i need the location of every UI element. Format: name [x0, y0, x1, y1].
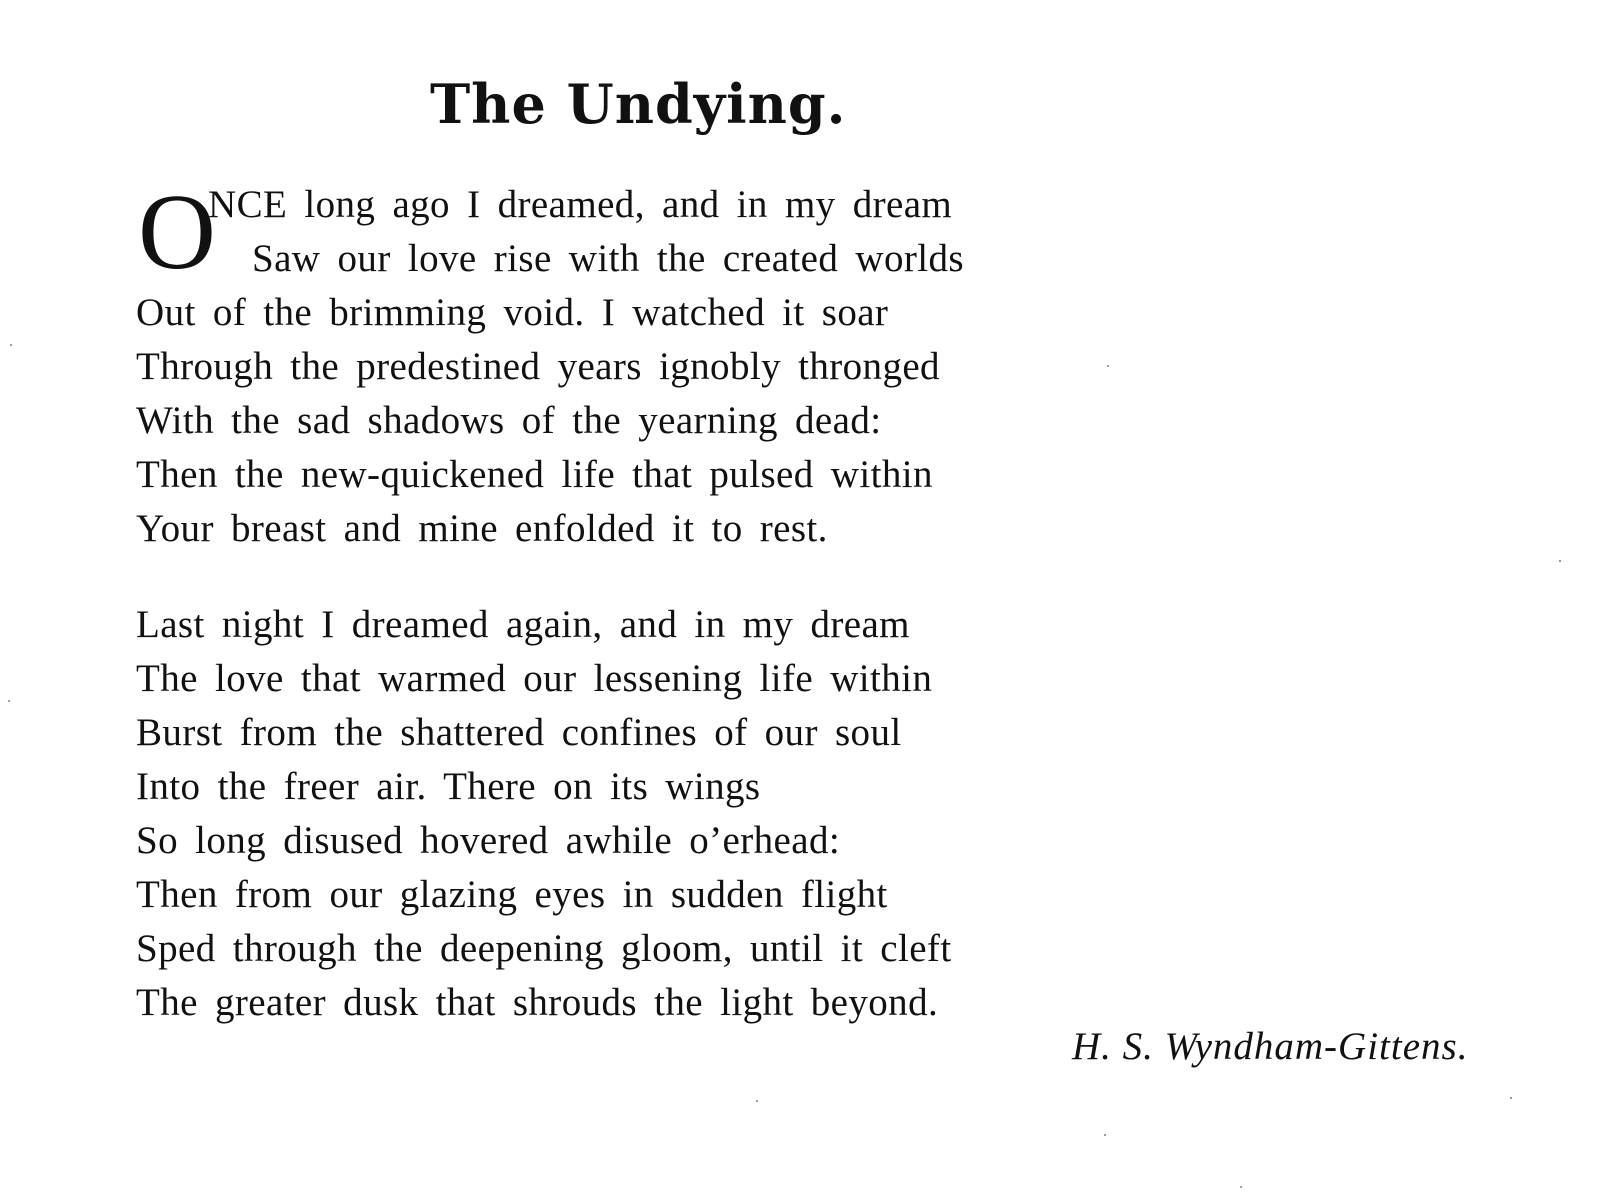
paper-speck [756, 1100, 758, 1102]
poem-line: Last night I dreamed again, and in my dream [136, 603, 910, 646]
poem-line: Out of the brimming void. I watched it soar [136, 291, 889, 334]
first-word-rest: NCE [208, 183, 288, 226]
poem-line: Through the predestined years ignobly thronged [136, 345, 940, 388]
stanza-1 [136, 173, 1136, 556]
paper-speck [10, 344, 12, 346]
poem-line: Then the new-quickened life that pulsed within [136, 453, 933, 496]
first-line-rest: long ago I dreamed, and in my dream [304, 183, 953, 226]
poem-line: The love that warmed our lessening life within [136, 657, 933, 700]
poem-line: So long disused hovered awhile o’erhead: [136, 819, 841, 862]
paper-speck [1104, 1134, 1106, 1136]
author-signature: H. S. Wyndham-Gittens. [1072, 1025, 1469, 1068]
poem-line: The greater dusk that shrouds the light beyond. [136, 981, 939, 1024]
poem-line: With the sad shadows of the yearning dead: [136, 399, 882, 442]
paper-speck [1107, 365, 1109, 367]
poem-line: Saw our love rise with the created worlds [252, 237, 964, 280]
poem-line: Your breast and mine enfolded it to rest. [136, 507, 828, 550]
poem-line: Then from our glazing eyes in sudden flight [136, 873, 888, 916]
paper-speck [1510, 1097, 1512, 1099]
poem-line: Sped through the deepening gloom, until it cleft [136, 927, 952, 970]
poem-line: Into the freer air. There on its wings [136, 765, 761, 808]
poem-title: The Undying. [430, 72, 847, 136]
paper-speck [8, 700, 10, 702]
paper-speck [1240, 1186, 1242, 1188]
poem-line: Burst from the shattered confines of our soul [136, 711, 902, 754]
paper-speck [1559, 560, 1561, 562]
drop-cap: O [138, 173, 217, 292]
stanza-2 [136, 598, 1136, 1030]
